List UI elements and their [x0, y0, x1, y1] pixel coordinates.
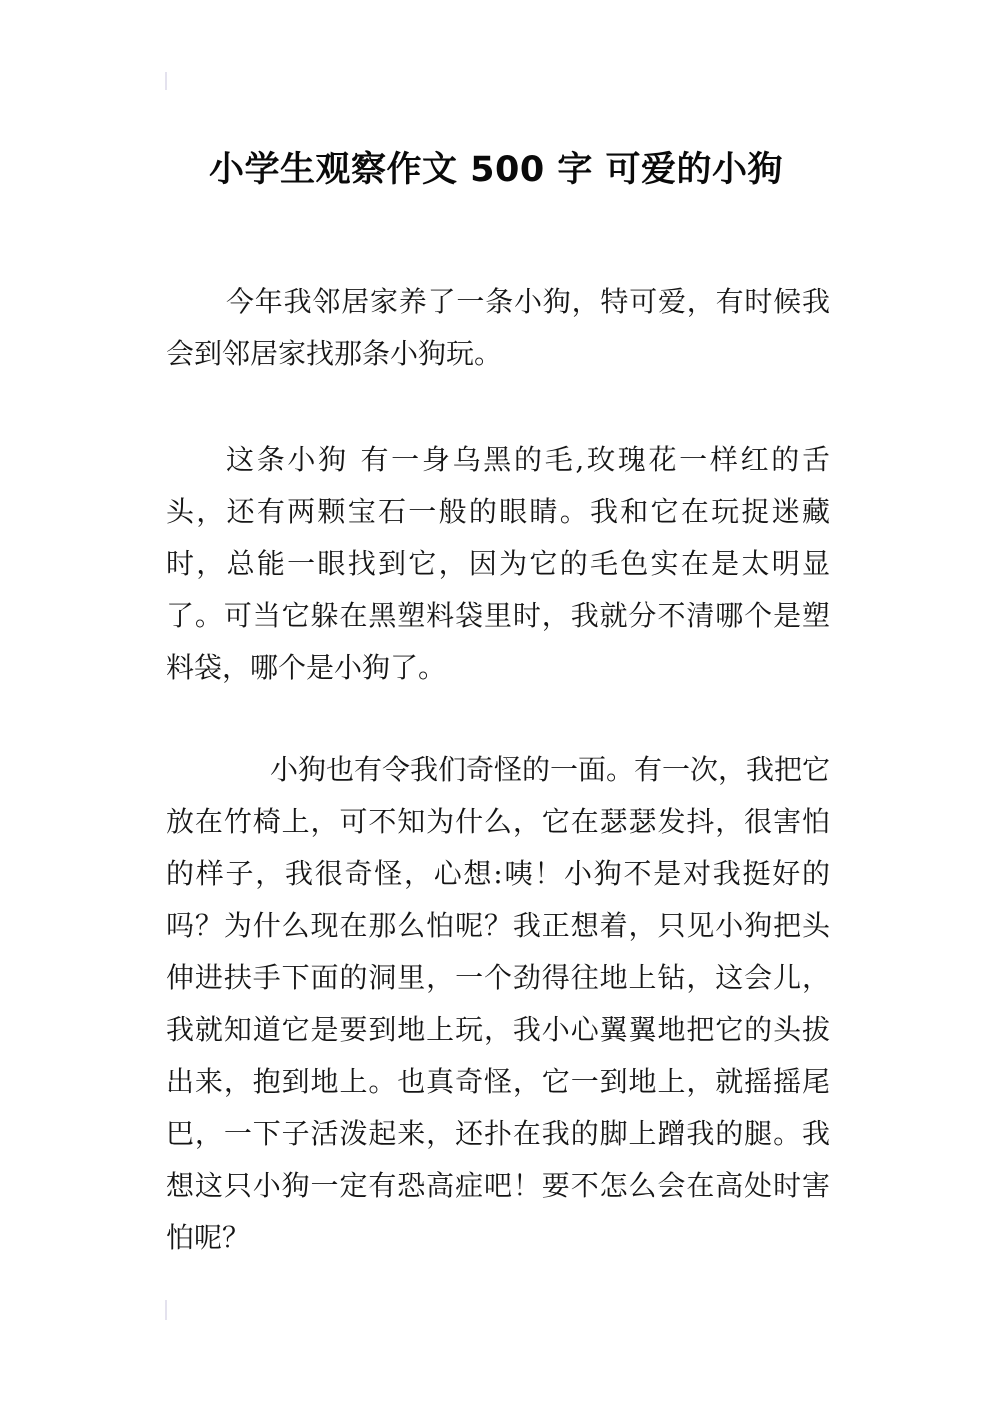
paragraph-1-text: 今年我邻居家养了一条小狗，特可爱，有时候我会到邻居家找那条小狗玩。	[166, 285, 830, 370]
margin-mark-top	[165, 72, 167, 90]
paragraph-3-text: 小狗也有令我们奇怪的一面。有一次，我把它放在竹椅上，可不知为什么，它在瑟瑟发抖，很害怕的样子，我很奇怪，心想:咦！小狗不是对我挺好的吗？为什么现在那么怕呢？我正想着，只见小狗把头伸进扶手下面的洞里，一个劲得往地上钻，这会儿，我就知道它是要到地上玩，我小心翼翼地把它的头拔出来，抱到地上。也真奇怪，它一到地上，就摇摇尾巴，一下子活泼起来，还扑在我的脚上蹭我的腿。我想这只小狗一定有恐高症吧！要不怎么会在高处时害怕呢？	[166, 753, 831, 1254]
paragraph-3	[166, 744, 830, 1264]
paragraph-2	[166, 434, 830, 694]
paragraph-1	[166, 276, 830, 380]
page-title: 小学生观察作文 500 字 可爱的小狗	[208, 150, 784, 191]
paragraph-2-text: 这条小狗 有一身乌黑的毛,玫瑰花一样红的舌头，还有两颗宝石一般的眼睛。我和它在玩捉迷藏时，总能一眼找到它，因为它的毛色实在是太明显了。可当它躲在黑塑料袋里时，我就分不清哪个是塑料袋，哪个是小狗了。	[166, 443, 830, 684]
margin-mark-bottom	[165, 1300, 167, 1320]
